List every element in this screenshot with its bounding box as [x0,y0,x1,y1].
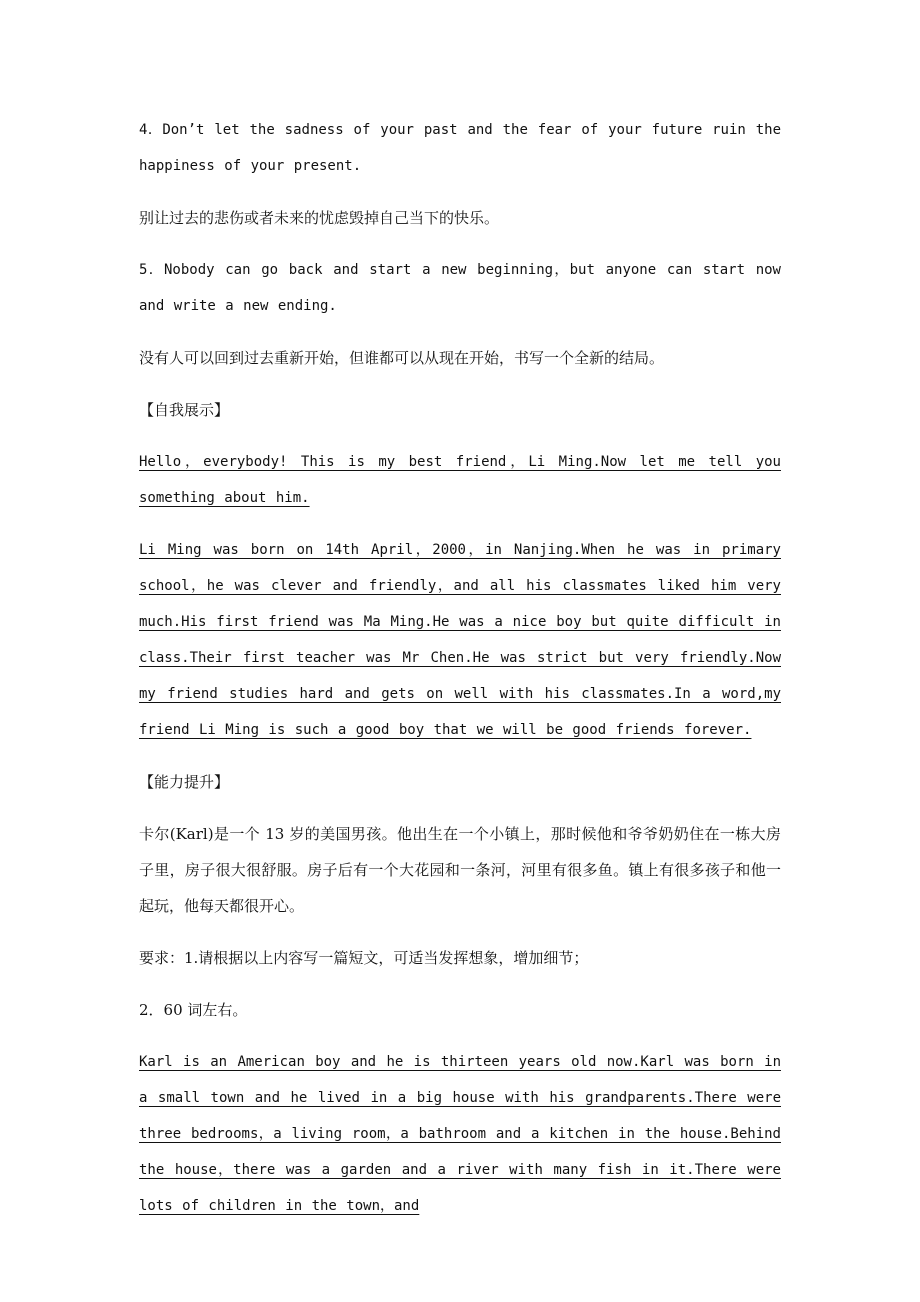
quote-5-english: 5．Nobody can go back and start a new beginning，but anyone can start now and write a new ending. [139,262,781,314]
ability-heading: 【能力提升】 [139,773,230,791]
ability-answer [139,1044,781,1224]
quote-4-english: 4．Don’t let the sadness of your past and the fear of your future ruin the happiness of your present. [139,122,781,174]
quote-5-chinese: 没有人可以回到过去重新开始，但谁都可以从现在开始，书写一个全新的结局。 [139,349,665,367]
self-display-heading: 【自我展示】 [139,401,230,419]
self-display-intro [139,444,781,516]
self-display-body [139,532,781,748]
document-page [139,112,781,1224]
ability-requirement-1: 要求：1.请根据以上内容写一篇短文，可适当发挥想象，增加细节； [139,949,589,967]
quote-4-chinese: 别让过去的悲伤或者未来的忧虑毁掉自己当下的快乐。 [139,209,500,227]
ability-prompt: 卡尔(Karl)是一个 13 岁的美国男孩。他出生在一个小镇上，那时候他和爷爷奶奶住在一栋大房子里，房子很大很舒服。房子后有一个大花园和一条河，河里有很多鱼。镇上有很多孩子和他一起玩，他每天都很开心。 [139,825,781,915]
ability-requirement-2: 2．60 词左右。 [139,1001,248,1019]
ability-answer-text: Karl is an American boy and he is thirteen years old now.Karl was born in a small town and he lived in a big house with his grandparents.There were three bedrooms，a living room，a bathroom and a kitchen in the house.Behind the house，there was a garden and a river with many fish in it.There were lots of children in the town，and [139,1054,781,1214]
self-display-intro-text: Hello，everybody! This is my best friend，Li Ming.Now let me tell you something about him. [139,454,781,506]
self-display-body-text: Li Ming was born on 14th April，2000，in Nanjing.When he was in primary school，he was clever and friendly，and all his classmates liked him very much.His first friend was Ma Ming.He was a nice boy but quite difficult in class.Their first teacher was Mr Chen.He was strict but very friendly.Now my friend studies hard and gets on well with his classmates.In a word,my friend Li Ming is such a good boy that we will be good friends forever. [139,542,781,738]
